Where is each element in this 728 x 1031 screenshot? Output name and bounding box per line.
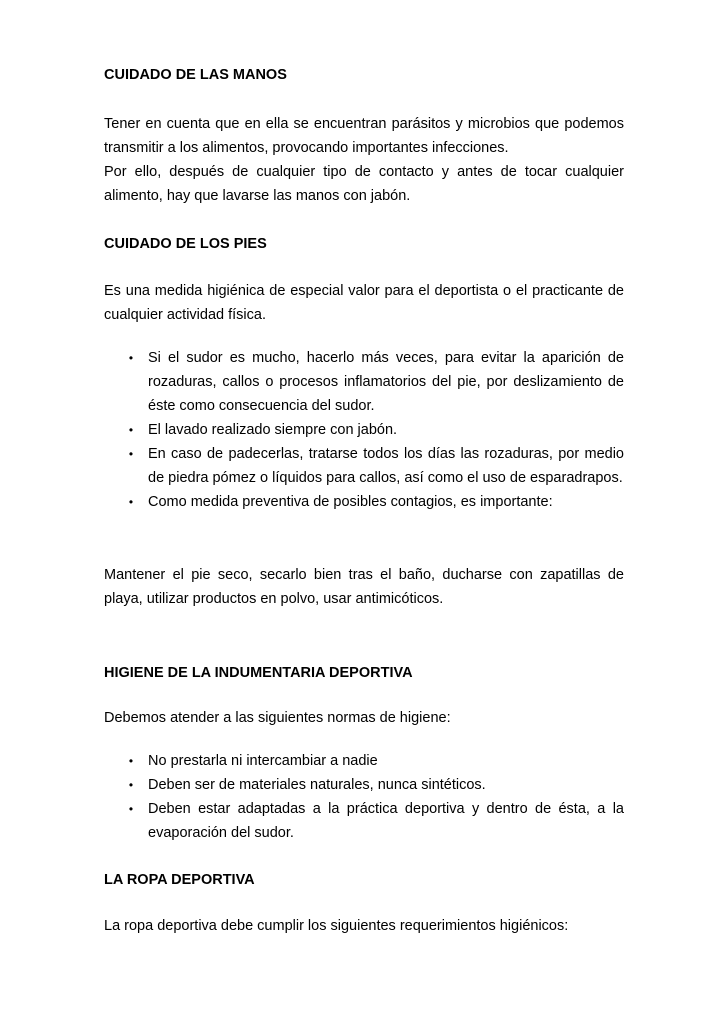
bullet-icon: • (128, 778, 134, 792)
feet-bullet-list (104, 346, 624, 514)
list-item (104, 749, 624, 773)
list-item-text: Si el sudor es mucho, hacerlo más veces, para evitar la aparición de rozaduras, callos o procesos inflamatorios del pie, por deslizamiento de éste como consecuencia del sudor. (148, 350, 624, 414)
paragraph-feet-2: Mantener el pie seco, secarlo bien tras el baño, ducharse con zapatillas de playa, utilizar productos en polvo, usar antimicóticos. (104, 567, 624, 607)
paragraph-hands-1: Tener en cuenta que en ella se encuentran parásitos y microbios que podemos transmitir a los alimentos, provocando importantes infecciones. (104, 116, 624, 156)
heading-clothing-hygiene: HIGIENE DE LA INDUMENTARIA DEPORTIVA (104, 665, 413, 681)
list-item (104, 418, 624, 442)
heading-sportswear: LA ROPA DEPORTIVA (104, 872, 255, 888)
list-item (104, 797, 624, 845)
list-item (104, 442, 624, 490)
paragraph-feet-1: Es una medida higiénica de especial valor para el deportista o el practicante de cualquier actividad física. (104, 283, 624, 323)
bullet-icon: • (128, 447, 134, 461)
bullet-icon: • (128, 802, 134, 816)
paragraph-sportswear: La ropa deportiva debe cumplir los siguientes requerimientos higiénicos: (104, 918, 569, 934)
list-item-text: No prestarla ni intercambiar a nadie (148, 753, 378, 769)
list-item-text: Deben ser de materiales naturales, nunca sintéticos. (148, 777, 486, 793)
list-item (104, 346, 624, 418)
list-item-text: En caso de padecerlas, tratarse todos los días las rozaduras, por medio de piedra pómez o líquidos para callos, así como el uso de esparadrapos. (148, 446, 624, 486)
bullet-icon: • (128, 423, 134, 437)
clothing-bullet-list (104, 749, 624, 845)
list-item-text: Deben estar adaptadas a la práctica deportiva y dentro de ésta, a la evaporación del sudor. (148, 801, 624, 841)
list-item (104, 773, 624, 797)
paragraph-clothing-hygiene: Debemos atender a las siguientes normas de higiene: (104, 710, 451, 726)
list-item-text: El lavado realizado siempre con jabón. (148, 422, 398, 438)
heading-hands: CUIDADO DE LAS MANOS (104, 67, 287, 83)
list-item-text: Como medida preventiva de posibles contagios, es importante: (148, 494, 553, 510)
paragraph-hands-2: Por ello, después de cualquier tipo de contacto y antes de tocar cualquier alimento, hay que lavarse las manos con jabón. (104, 164, 624, 204)
list-item (104, 490, 624, 514)
bullet-icon: • (128, 754, 134, 768)
bullet-icon: • (128, 495, 134, 509)
bullet-icon: • (128, 351, 134, 365)
heading-feet: CUIDADO DE LOS PIES (104, 236, 267, 252)
